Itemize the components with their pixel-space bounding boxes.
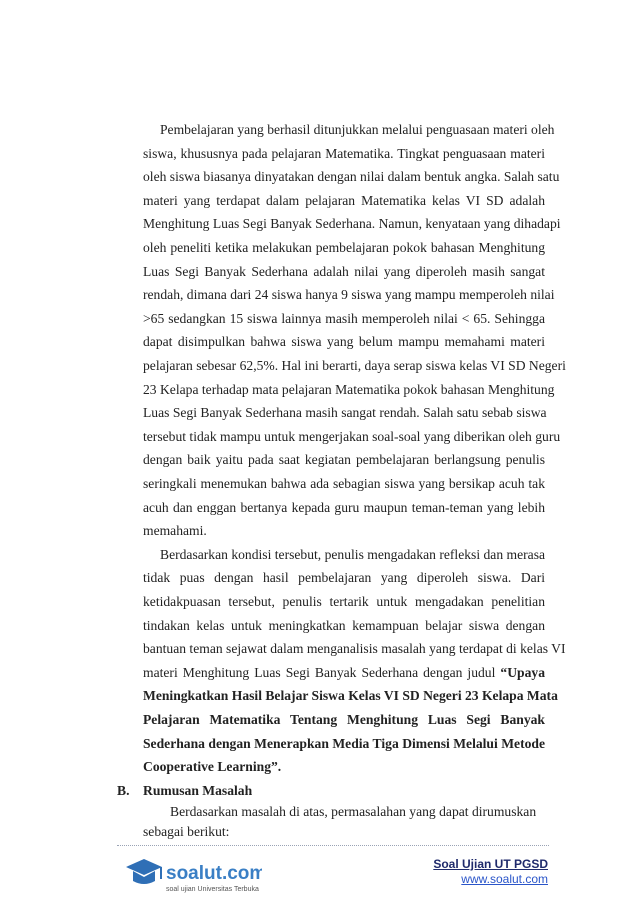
text-line: tindakan kelas untuk meningkatkan kemampuan belajar siswa dengan [143,617,545,633]
text-line: Menghitung Luas Segi Banyak Sederhana. Namun, kenyataan yang dihadapi [143,216,561,232]
text-line: oleh peneliti ketika melakukan pembelajaran pokok bahasan Menghitung [143,240,545,255]
text-line: Berdasarkan kondisi tersebut, penulis mengadakan refleksi dan merasa [160,546,546,562]
soalut-logo [122,853,262,901]
text-line: dengan baik yaitu pada saat kegiatan pembelajaran berlangsung penulis [143,452,545,468]
bold-text-line: Cooperative Learning”. [143,759,282,775]
text-line: tersebut tidak mampu untuk mengerjakan soal-soal yang diberikan oleh guru [143,428,561,444]
text-line: Pembelajaran yang berhasil ditunjukkan melalui penguasaan materi oleh [160,122,555,137]
bold-text-line: Pelajaran Matematika Tentang Menghitung Luas Segi Banyak [143,712,545,727]
logo-text: soalut.com [166,863,262,884]
text-line: >65 sedangkan 15 siswa lainnya masih memperoleh nilai < 65. Sehingga [143,310,545,326]
text-normal: materi Menghitung Luas Segi Banyak Sederhana dengan judul [143,664,501,680]
text-line: 23 Kelapa terhadap mata pelajaran Matematika pokok bahasan Menghitung [143,381,555,397]
section-number: B. [117,782,130,798]
bold-text-line: Sederhana dengan Menerapkan Media Tiga Dimensi Melalui Metode [143,735,545,751]
text-line: siswa, khususnya pada pelajaran Matematika. Tingkat penguasaan materi [143,145,545,161]
text-line: pelajaran sebesar 62,5%. Hal ini berarti, daya serap siswa kelas VI SD Negeri [143,358,566,373]
logo-graduation-cap-icon [122,853,262,897]
text-line: sebagai berikut: [143,824,230,840]
footer-divider [117,845,549,846]
text-line: acuh dan enggan bertanya kepada guru maupun teman-teman yang lebih [143,499,545,515]
text-line: rendah, dimana dari 24 siswa hanya 9 siswa yang mampu memperoleh nilai [143,287,555,303]
text-line: seringkali menemukan bahwa ada sebagian siswa yang bersikap acuh tak [143,476,545,491]
text-bold: “Upaya [500,664,545,680]
text-line: oleh siswa biasanya dinyatakan dengan nilai dalam bentuk angka. Salah satu [143,169,560,185]
text-line: ketidakpuasan tersebut, penulis tertarik untuk mengadakan penelitian [143,594,545,609]
section-heading [117,782,252,800]
text-line: Luas Segi Banyak Sederhana masih sangat rendah. Salah satu sebab siswa [143,405,547,421]
text-line: materi yang terdapat dalam pelajaran Matematika kelas VI SD adalah [143,192,545,208]
footer-title-link[interactable]: Soal Ujian UT PGSD [433,857,548,871]
footer-url-link[interactable]: www.soalut.com [461,872,548,886]
text-line: dapat disimpulkan bahwa siswa yang belum mampu memahami materi [143,334,545,350]
text-line: tidak puas dengan hasil pembelajaran yang diperoleh siswa. Dari [143,570,545,586]
text-line-mixed [143,664,545,682]
text-line: Luas Segi Banyak Sederhana adalah nilai yang diperoleh masih sangat [143,263,545,279]
text-line: bantuan teman sejawat dalam menganalisis masalah yang terdapat di kelas VI [143,641,566,657]
section-title: Rumusan Masalah [143,782,253,798]
text-line: memahami. [143,523,207,539]
text-line: Berdasarkan masalah di atas, permasalahan yang dapat dirumuskan [170,803,537,819]
logo-tagline: soal ujian Universitas Terbuka [166,886,259,893]
bold-text-line: Meningkatkan Hasil Belajar Siswa Kelas VI SD Negeri 23 Kelapa Mata [143,688,558,704]
